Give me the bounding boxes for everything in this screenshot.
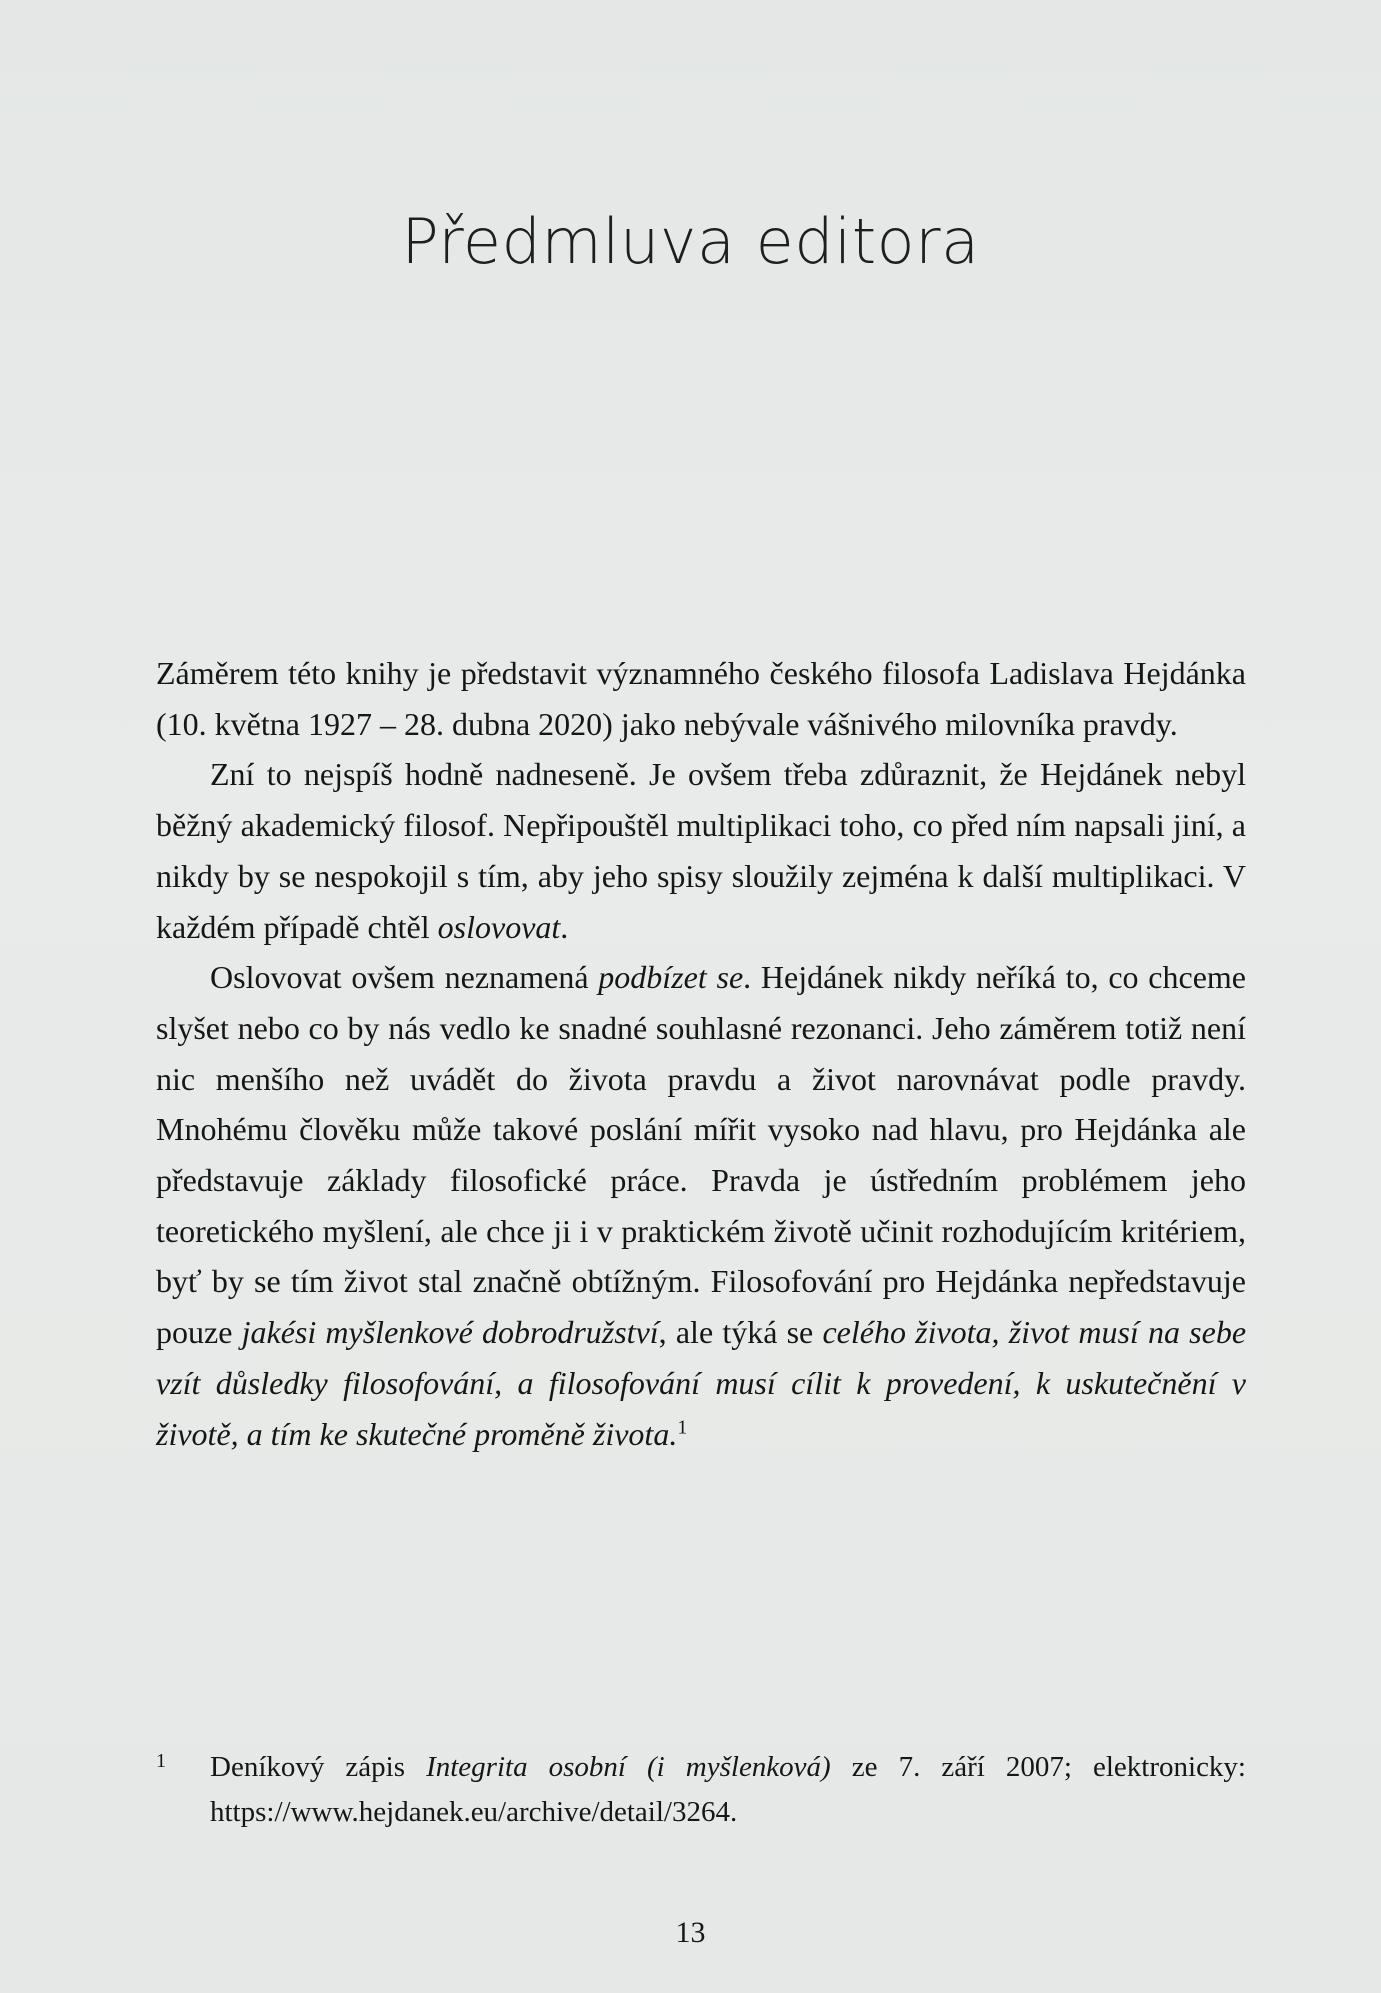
footnote-mark: 1: [156, 1750, 166, 1772]
footnote: [156, 1745, 1246, 1835]
italic-text: jakési myšlenkové dobrodružství: [241, 1314, 659, 1351]
text-run: Záměrem této knihy je představit významného českého filosofa Ladislava Hejdánka (10. května 1927 – 28. dubna 2020) jako nebývale vášnivého milovníka pravdy.: [156, 655, 1246, 742]
paragraph: [156, 952, 1246, 1459]
text-run: .: [560, 908, 569, 945]
page-title: Předmluva editora: [401, 205, 980, 278]
footnote-reference: 1: [677, 1415, 688, 1438]
paragraph: [156, 749, 1246, 952]
text-run: . Hejdánek nikdy neříká to, co chceme slyšet nebo co by nás vedlo ke snadné souhlasné rezonanci. Jeho záměrem totiž není nic menšího než uvádět do života pravdu a život narovnávat podle pravdy. Mnohému člověku může takové poslání mířit vysoko nad hlavu, pro Hejdánka ale představuje základy filosofické práce. Pravda je ústředním problémem jeho teoretického myšlení, ale chce ji i v praktickém životě učinit rozhodujícím kritériem, byť by se tím život stal značně obtížným. Filosofování pro Hejdánka nepředstavuje pouze: [156, 959, 1246, 1351]
italic-text: podbízet se: [598, 959, 744, 996]
text-run: Deníkový zápis: [210, 1751, 427, 1783]
text-run: ze 7. září 2007; elektronicky: https://www.hejdanek.eu/archive/detail/3264.: [210, 1751, 1246, 1828]
paragraph: [156, 648, 1246, 749]
body-text: [156, 648, 1246, 1459]
italic-text: celého života, život musí na sebe vzít důsledky filosofování, a filosofování musí cílit k provedení, k uskutečnění v životě, a tím ke skutečné proměně života.: [156, 1314, 1247, 1452]
footnote-text: [210, 1745, 1246, 1835]
text-run: , ale týká se: [658, 1314, 823, 1351]
italic-text: oslovovat: [437, 908, 561, 945]
page-number: 13: [675, 1916, 706, 1949]
text-run: Zní to nejspíš hodně nadneseně. Je ovšem třeba zdůraznit, že Hejdánek nebyl běžný akademický filosof. Nepřipouštěl multiplikaci toho, co před ním napsali jiní, a nikdy by se nespokojil s tím, aby jeho spisy sloužily zejména k další multiplikaci. V každém případě chtěl: [156, 756, 1246, 945]
text-run: Oslovovat ovšem neznamená: [210, 959, 599, 996]
italic-text: Integrita osobní (i myšlenková): [426, 1751, 831, 1783]
